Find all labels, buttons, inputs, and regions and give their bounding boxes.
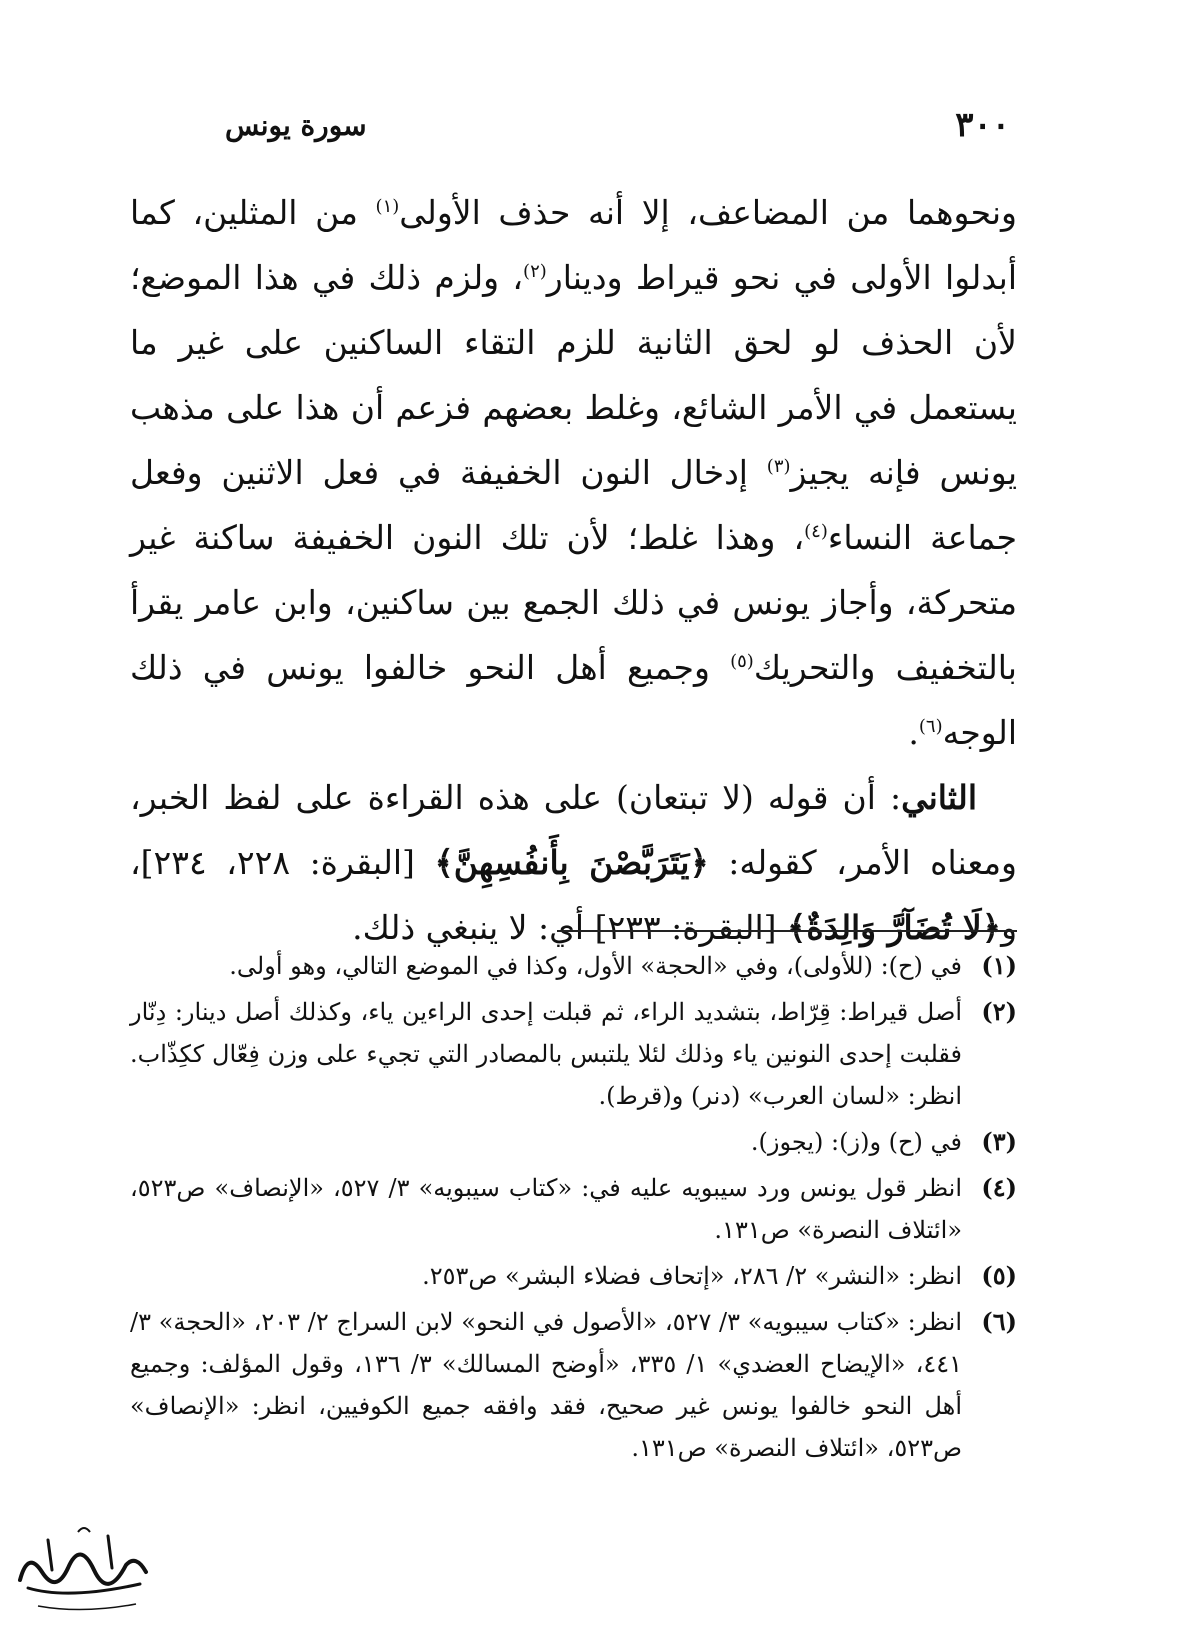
text-segment: ونحوهما من المضاعف، إلا أنه حذف الأولى [399,193,1017,232]
paragraph-lead: الثاني [901,778,977,817]
text-segment: إدخال النون الخفيفة في فعل الاثنين وفعل جماعة النساء [130,453,1017,557]
page-number: ٣٠٠ [955,105,1010,145]
footnote [130,1167,1017,1251]
footnote-text: انظر: «النشر» ٢/ ٢٨٦، «إتحاف فضلاء البشر» ص٢٥٣. [422,1262,962,1290]
footnote-ref-4: (٤) [804,521,828,542]
footnote-text: انظر: «كتاب سيبويه» ٣/ ٥٢٧، «الأصول في النحو» لابن السراج ٢/ ٢٠٣، «الحجة» ٣/ ٤٤١، «الإيضاح العضدي» ١/ ٣٣٥، «أوضح المسالك» ٣/ ١٣٦، وقول المؤلف: وجميع أهل النحو خالفوا يونس غير صحيح، فقد وافقه جميع الكوفيين، انظر: «الإنصاف» ص٥٢٣، «ائتلاف النصرة» ص١٣١. [130,1308,963,1462]
footnote-text: في (ح): (للأولى)، وفي «الحجة» الأول، وكذا في الموضع التالي، وهو أولى. [229,952,962,980]
footnote [130,945,1017,987]
text-segment: ، وهذا غلط؛ لأن تلك النون الخفيفة ساكنة غير متحركة، وأجاز يونس في ذلك الجمع بين ساكنين، وابن عامر يقرأ بالتخفيف والتحريك [130,518,1017,687]
text-segment: من المثلين، كما أبدلوا الأولى في نحو قيراط ودينار [130,193,1017,297]
footnote-ref-2: (٢) [523,261,547,282]
footnote-number: (١) [981,951,1017,980]
text-segment: [البقرة: ٢٢٨، ٢٣٤]، و [130,843,1017,947]
text-segment: [البقرة: ٢٣٣] أي: لا ينبغي ذلك. [352,908,788,947]
footnote [130,1301,1017,1469]
running-title: سورة يونس [225,108,367,142]
footnotes [130,945,1017,1473]
footnote-separator [557,930,1017,932]
footnote [130,991,1017,1117]
text-segment: . [908,713,919,752]
footnote-number: (٤) [981,1173,1017,1202]
page-header [225,100,1010,150]
footnote-ref-6: (٦) [918,716,943,737]
paragraph-1 [130,180,1017,765]
footnote-number: (٣) [981,1127,1017,1156]
quran-quote: ﴿لَا تُضَآرَّ وَالِدَةٌ﴾ [787,908,1002,947]
publisher-logo [8,1510,158,1620]
footnote-ref-1: (١) [375,196,400,217]
footnote-text: أصل قيراط: قِرّاط، بتشديد الراء، ثم قبلت إحدى الراءين ياء، وكذلك أصل دينار: دِنّار فقلبت إحدى النونين ياء وذلك لئلا يلتبس بالمصادر التي تجيء على وزن فِعّال ككِذّاب. انظر: «لسان العرب» (دنر) و(قرط). [130,998,962,1110]
footnote-ref-5: (٥) [730,651,754,672]
footnote-text: في (ح) و(ز): (يجوز). [750,1128,962,1156]
text-segment: وجميع أهل النحو خالفوا يونس في ذلك الوجه [130,648,1017,752]
footnote-ref-3: (٣) [766,456,791,477]
footnote [130,1255,1017,1297]
text-segment: ، ولزم ذلك في هذا الموضع؛ لأن الحذف لو لحق الثانية للزم التقاء الساكنين على غير ما يستعمل في الأمر الشائع، وغلط بعضهم فزعم أن هذا على مذهب يونس فإنه يجيز [130,258,1017,492]
footnote [130,1121,1017,1163]
footnote-number: (٥) [981,1261,1017,1290]
main-text [130,180,1017,960]
text-segment: : أن قوله (لا تبتعان) على هذه القراءة على لفظ الخبر، ومعناه الأمر، كقوله: [130,778,1017,882]
footnote-text: انظر قول يونس ورد سيبويه عليه في: «كتاب سيبويه» ٣/ ٥٢٧، «الإنصاف» ص٥٢٣، «ائتلاف النصرة» ص١٣١. [130,1174,962,1244]
footnote-number: (٦) [981,1307,1017,1336]
quran-quote: ﴿يَتَرَبَّصْنَ بِأَنفُسِهِنَّ﴾ [434,843,709,882]
footnote-number: (٢) [981,997,1017,1026]
